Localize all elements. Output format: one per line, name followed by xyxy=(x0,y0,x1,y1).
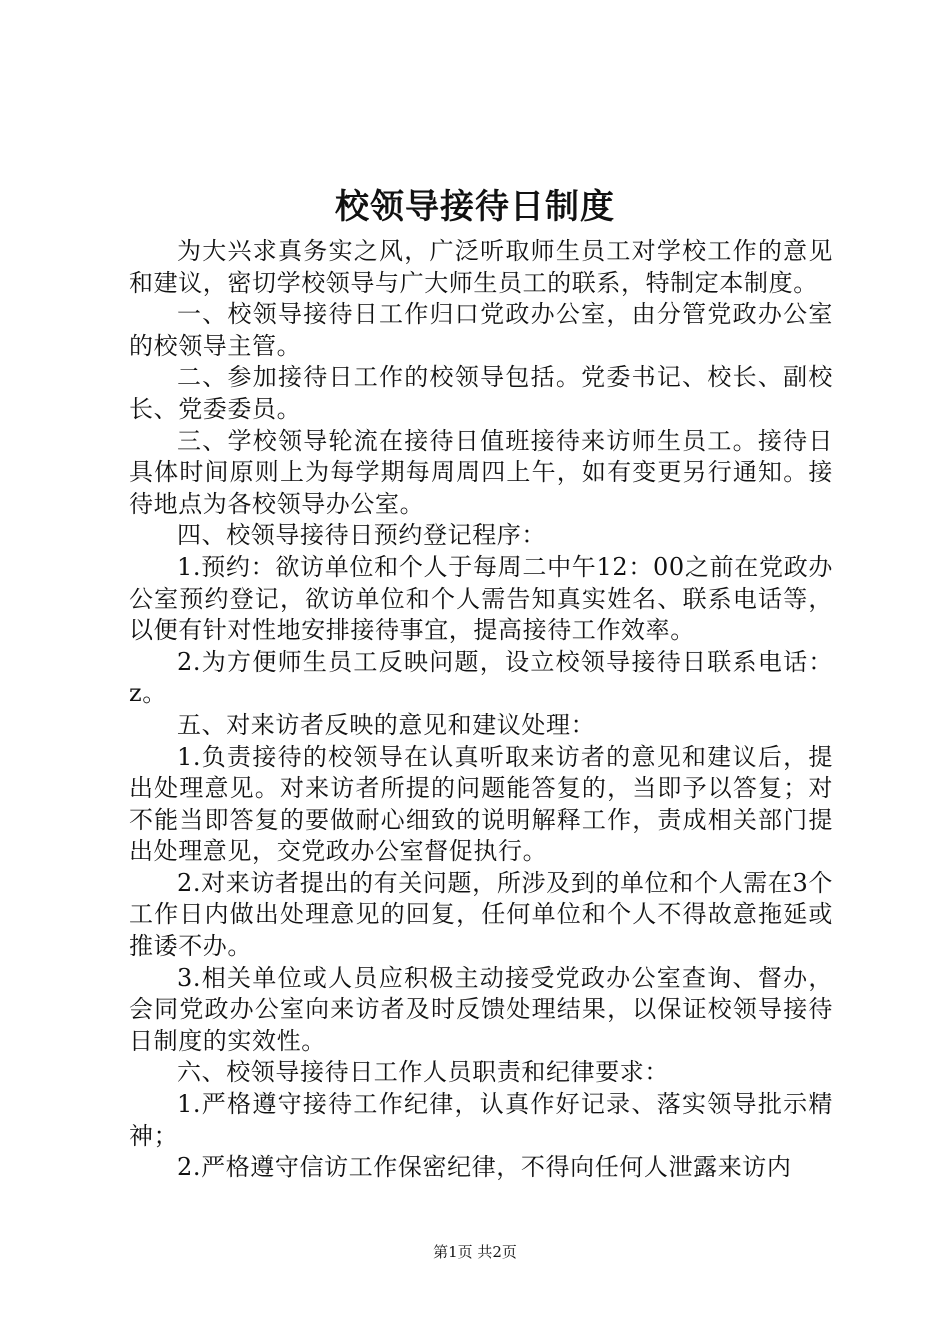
paragraph-section-2: 二、参加接待日工作的校领导包括。党委书记、校长、副校长、党委委员。 xyxy=(129,363,833,423)
document-body xyxy=(129,236,833,1184)
paragraph-section-5-item-3: 3.相关单位或人员应积极主动接受党政办公室查询、督办，会同党政办公室向来访者及时反馈处理结果，以保证校领导接待日制度的实效性。 xyxy=(129,963,833,1055)
paragraph-section-6-item-1: 1.严格遵守接待工作纪律，认真作好记录、落实领导批示精神； xyxy=(129,1090,833,1150)
paragraph-section-4-heading: 四、校领导接待日预约登记程序： xyxy=(177,521,546,550)
paragraph-section-5-item-2: 2.对来访者提出的有关问题，所涉及到的单位和个人需在3个工作日内做出处理意见的回复，任何单位和个人不得故意拖延或推诿不办。 xyxy=(129,868,833,961)
paragraph-section-4-item-1: 1.预约：欲访单位和个人于每周二中午12：00之前在党政办公室预约登记，欲访单位和个人需告知真实姓名、联系电话等，以便有针对性地安排接待事宜，提高接待工作效率。 xyxy=(129,552,833,645)
paragraph-section-3: 三、学校领导轮流在接待日值班接待来访师生员工。接待日具体时间原则上为每学期每周周四上午，如有变更另行通知。接待地点为各校领导办公室。 xyxy=(129,426,833,518)
page-footer: 第1页 共2页 xyxy=(433,1243,517,1261)
paragraph-section-1: 一、校领导接待日工作归口党政办公室，由分管党政办公室的校领导主管。 xyxy=(129,300,833,360)
paragraph-section-6-item-2: 2.严格遵守信访工作保密纪律，不得向任何人泄露来访内 xyxy=(177,1153,792,1182)
paragraph-section-5-heading: 五、对来访者反映的意见和建议处理： xyxy=(177,710,596,739)
document-title: 校领导接待日制度 xyxy=(335,187,615,227)
paragraph-section-5-item-1: 1.负责接待的校领导在认真听取来访者的意见和建议后，提出处理意见。对来访者所提的问题能答复的，当即予以答复；对不能当即答复的要做耐心细致的说明解释工作，责成相关部门提出处理意见，交党政办公室督促执行。 xyxy=(129,742,833,866)
paragraph-section-6-heading: 六、校领导接待日工作人员职责和纪律要求： xyxy=(177,1058,669,1087)
paragraph-section-4-item-2: 2.为方便师生员工反映问题，设立校领导接待日联系电话：z。 xyxy=(129,647,833,708)
paragraph-intro: 为大兴求真务实之风，广泛听取师生员工对学校工作的意见和建议，密切学校领导与广大师生员工的联系，特制定本制度。 xyxy=(129,237,833,297)
